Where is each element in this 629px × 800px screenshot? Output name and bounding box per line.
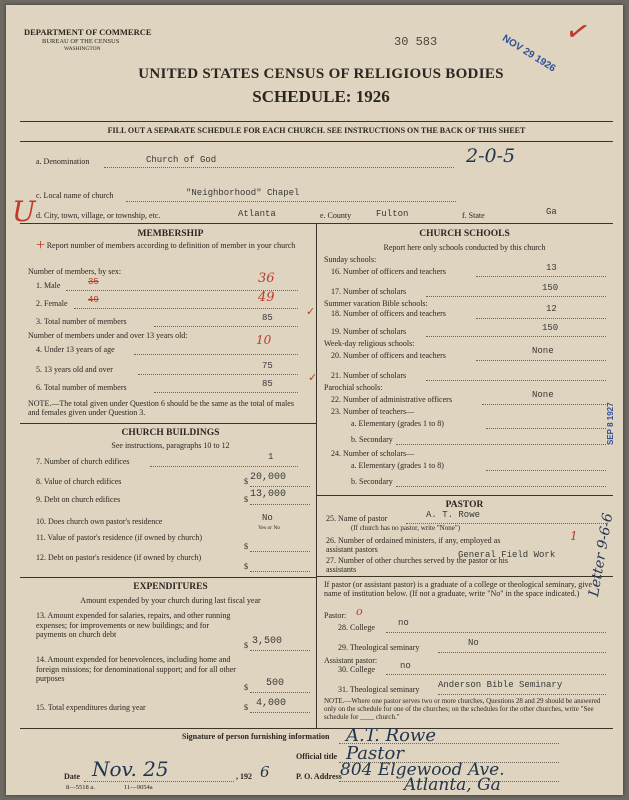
instruction-line: FILL OUT A SEPARATE SCHEDULE FOR EACH CHURCH. SEE INSTRUCTIONS ON THE BACK OF THIS SHEET: [107, 126, 526, 135]
bureau-name: BUREAU OF THE CENSUS: [42, 38, 120, 45]
q16-value: 13: [546, 263, 557, 273]
signature-label: Signature of person furnishing information: [182, 732, 330, 741]
q8-value: 20,000: [250, 472, 287, 483]
q6-label: 6. Total number of members: [36, 383, 127, 392]
q26-label: 26. Number of ordained ministers, if any, employed as assistant pastors: [326, 536, 501, 554]
q19-value: 150: [542, 323, 559, 333]
asst-sub-label: Assistant pastor:: [324, 656, 378, 665]
signature-value: A.T. Rowe: [346, 725, 436, 746]
bureau-city: WASHINGTON: [64, 46, 101, 52]
denomination-value: Church of God: [146, 155, 217, 165]
q24-label: 24. Number of scholars—: [331, 449, 415, 458]
stamp-number: 30 583: [394, 35, 438, 49]
q14-label: 14. Amount expended for benevolences, including home and foreign missions; for denominational support; and for all other purposes: [36, 655, 236, 683]
form-title: UNITED STATES CENSUS OF RELIGIOUS BODIES: [138, 66, 504, 82]
year-value: 6: [260, 763, 270, 781]
q1-label: 1. Male: [36, 281, 61, 290]
q5-value: 75: [262, 361, 273, 371]
members-by-sex: Number of members, by sex:: [28, 267, 122, 276]
q20-value: None: [532, 346, 554, 356]
q8-dollar: $: [244, 477, 248, 486]
date-label: Date: [64, 772, 80, 781]
state-label: f. State: [462, 211, 485, 220]
q28-label: 28. College: [338, 623, 375, 632]
q6-value: 85: [262, 379, 273, 389]
q10-hint: Yes or No: [258, 525, 281, 531]
q18-check-icon: ✓: [306, 306, 316, 318]
q23-label: 23. Number of teachers—: [331, 407, 415, 416]
q1-struck: 35: [88, 277, 99, 287]
buildings-intro: See instructions, paragraphs 10 to 12: [111, 441, 230, 450]
q24b-label: b. Secondary: [351, 477, 393, 486]
expenditures-title: EXPENDITURES: [133, 582, 208, 592]
po-address-line2: Atlanta, Ga: [404, 775, 501, 795]
denomination-label: a. Denomination: [36, 157, 90, 166]
q20-label: 20. Number of officers and teachers: [331, 351, 446, 360]
q27-value: General Field Work: [458, 550, 556, 560]
age-head: Number of members under and over 13 years old:: [28, 331, 188, 340]
q10-value: No: [262, 513, 273, 523]
official-title-label: Official title: [296, 752, 338, 761]
q22-value: None: [532, 390, 554, 400]
membership-note: NOTE.—The total given under Question 6 should be the same as the total of males and females given under Question 3.: [28, 399, 294, 417]
q13-value: 3,500: [252, 636, 283, 647]
pastor-note: NOTE.—Where one pastor serves two or more churches, Questions 28 and 29 should be answered only on the schedule for one of the churches; on the schedules for the other churches, write "See schedule for ____ church.": [324, 697, 601, 721]
denomination-code: 2-0-5: [466, 145, 516, 167]
state-value: Ga: [546, 207, 557, 217]
margin-mark: U: [12, 195, 36, 228]
county-value: Fulton: [376, 209, 409, 219]
expenditures-intro: Amount expended by your church during last fiscal year: [80, 596, 261, 605]
q21-check-icon: ✓: [308, 372, 318, 384]
q24a-label: a. Elementary (grades 1 to 8): [351, 461, 444, 470]
schools-title: CHURCH SCHOOLS: [419, 229, 510, 239]
q21-label: 21. Number of scholars: [331, 371, 407, 380]
q14-dollar: $: [244, 683, 248, 692]
q2-struck: 49: [88, 295, 99, 305]
pastor-mark: o: [356, 605, 363, 618]
q9-label: 9. Debt on church edifices: [36, 495, 121, 504]
q12-dollar: $: [244, 562, 248, 571]
q29-value: No: [468, 638, 479, 648]
city-label: d. City, town, village, or township, etc.: [36, 211, 161, 220]
q30-value: no: [400, 661, 411, 671]
sunday-head: Sunday schools:: [324, 255, 377, 264]
schedule-title: SCHEDULE: 1926: [252, 87, 390, 106]
q1-value: 36: [258, 271, 275, 286]
side-received-stamp: SEP 8 1927: [606, 402, 615, 445]
q5-label: 5. 13 years old and over: [36, 365, 113, 374]
q18-label: 18. Number of officers and teachers: [331, 309, 446, 318]
q27-label: 27. Number of other churches served by the pastor or his assistants: [326, 556, 508, 574]
buildings-title: CHURCH BUILDINGS: [121, 428, 220, 438]
q9-dollar: $: [244, 495, 248, 504]
schools-intro: Report here only schools conducted by this church: [383, 243, 546, 252]
date-value: Nov. 25: [92, 757, 169, 781]
q11-dollar: $: [244, 542, 248, 551]
q31-label: 31. Theological seminary: [338, 685, 420, 694]
q22-label: 22. Number of administrative officers: [331, 395, 452, 404]
q2-label: 2. Female: [36, 299, 68, 308]
q2-value: 49: [258, 290, 275, 305]
q29-label: 29. Theological seminary: [338, 643, 420, 652]
pastor-sub-label: Pastor:: [324, 611, 347, 620]
weekday-head: Week-day religious schools:: [324, 339, 415, 348]
city-value: Atlanta: [238, 209, 276, 219]
college-note: If pastor (or assistant pastor) is a graduate of a college or theological seminary, give name of institution below. (If not a graduate, write "No" in the space indicated.): [324, 580, 593, 598]
q19-label: 19. Number of scholars: [331, 327, 407, 336]
q25-value: A. T. Rowe: [426, 510, 481, 520]
q13-dollar: $: [244, 641, 248, 650]
pastor-title: PASTOR: [445, 500, 484, 510]
q11-label: 11. Value of pastor's residence (if owned by church): [36, 533, 203, 542]
q14-value: 500: [266, 678, 285, 689]
q8-label: 8. Value of church edifices: [36, 477, 122, 486]
q17-value: 150: [542, 283, 559, 293]
q9-value: 13,000: [250, 489, 287, 500]
q4-value: 10: [256, 333, 272, 347]
q4-label: 4. Under 13 years of age: [36, 345, 115, 354]
check-mark-icon: ✓: [562, 14, 593, 51]
q31-value: Anderson Bible Seminary: [438, 680, 563, 690]
q23a-label: a. Elementary (grades 1 to 8): [351, 419, 444, 428]
q28-value: no: [398, 618, 409, 628]
local-name-value: "Neighborhood" Chapel: [186, 188, 300, 198]
q18-value: 12: [546, 304, 557, 314]
membership-intro: Report number of members according to definition of member in your church: [46, 241, 296, 250]
parochial-head: Parochial schools:: [324, 383, 383, 392]
q13-label: 13. Amount expended for salaries, repairs, and other running expenses; for improvements or new buildings; and for payments on church debt: [36, 611, 231, 639]
q3-value: 85: [262, 313, 273, 323]
official-title-value: Pastor: [346, 743, 404, 764]
q3-label: 3. Total number of members: [36, 317, 127, 326]
form-number-2: 11—9054a: [124, 784, 153, 791]
q30-label: 30. College: [338, 665, 375, 674]
side-letter-note: Letter 9-6-6: [586, 511, 617, 598]
q15-dollar: $: [244, 703, 248, 712]
membership-title: MEMBERSHIP: [137, 229, 204, 239]
po-address-label: P. O. Address: [296, 772, 342, 781]
q15-value: 4,000: [256, 698, 287, 709]
q17-label: 17. Number of scholars: [331, 287, 407, 296]
q7-value: 1: [268, 452, 274, 462]
q26-value: 1: [570, 529, 578, 543]
q16-label: 16. Number of officers and teachers: [331, 267, 446, 276]
q23b-label: b. Secondary: [351, 435, 393, 444]
q15-label: 15. Total expenditures during year: [36, 703, 146, 712]
po-address-value: 804 Elgewood Ave.: [340, 760, 505, 780]
county-label: e. County: [320, 211, 352, 220]
summer-head: Summer vacation Bible schools:: [324, 299, 428, 308]
q10-label: 10. Does church own pastor's residence: [36, 517, 163, 526]
received-date-stamp: NOV 29 1926: [500, 33, 558, 75]
margin-plus-icon: +: [36, 237, 46, 254]
q25-hint: (If church has no pastor, write "None"): [351, 524, 461, 532]
form-number: 8—5518 a.: [66, 784, 95, 791]
q7-label: 7. Number of church edifices: [36, 457, 130, 466]
q25-label: 25. Name of pastor: [326, 514, 388, 523]
dept-name: DEPARTMENT OF COMMERCE: [24, 27, 152, 37]
year-prefix: , 192: [236, 772, 252, 781]
q12-label: 12. Debt on pastor's residence (if owned by church): [36, 553, 202, 562]
local-name-label: c. Local name of church: [36, 191, 114, 200]
census-schedule-sheet: [6, 5, 623, 795]
